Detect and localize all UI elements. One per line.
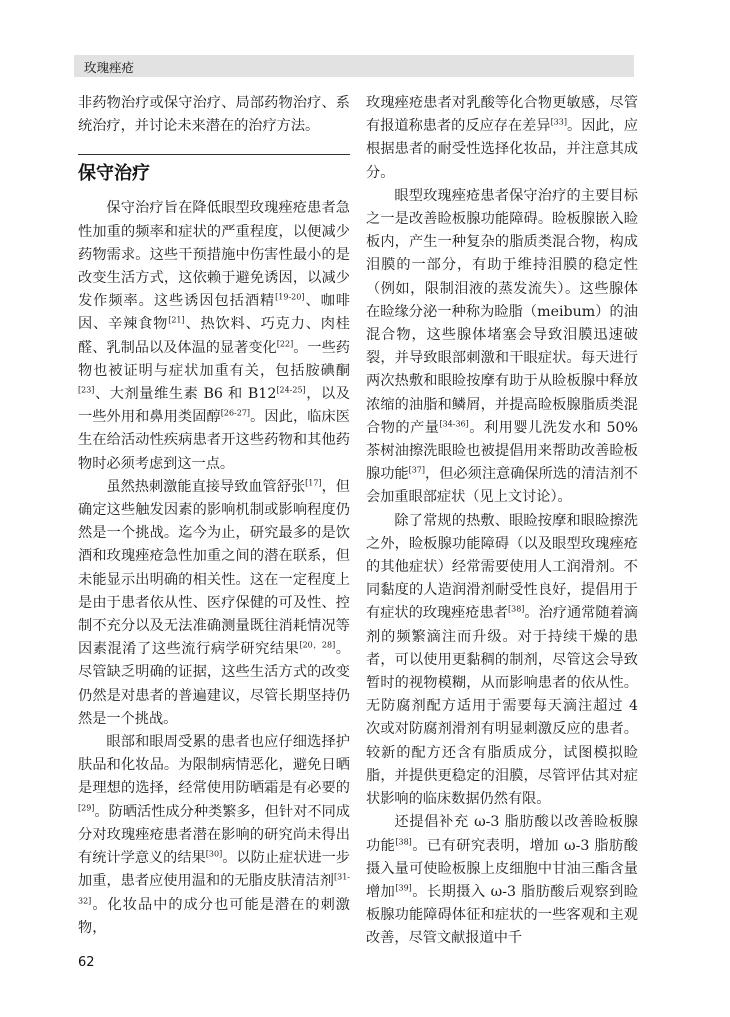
citation: [34-36] xyxy=(439,419,469,429)
citation: [38] xyxy=(507,604,525,614)
intro-paragraph: 非药物治疗或保守治疗、局部药物治疗、系统治疗，并讨论未来潜在的治疗方法。 xyxy=(78,95,350,135)
right-column xyxy=(366,92,638,951)
paragraph-lubricants xyxy=(366,510,638,812)
text-run: 。长期摄入 ω-3 脂肪酸后观察到睑板腺功能障碍体征和症状的一些客观和主观改善，尽管文献报道中千 xyxy=(366,883,638,947)
text-run: 还提倡补充 ω-3 脂肪酸以改善睑板腺功能 xyxy=(366,814,638,854)
paragraph-heat-stimulus xyxy=(78,476,350,731)
citation: [37] xyxy=(408,465,426,475)
text-run: 。因此，应根据患者的耐受性选择化妆品，并注意其成分。 xyxy=(366,118,638,181)
citation: [22] xyxy=(276,338,294,348)
paragraph-continued xyxy=(366,92,638,185)
citation: [29] xyxy=(78,802,95,812)
text-run: 虽然热刺激能直接导致血管舒张 xyxy=(106,478,306,495)
citation: [33] xyxy=(550,117,567,127)
text-run: 保守治疗旨在降低眼型玫瑰痤疮患者急性加重的频率和症状的严重程度，以便减少药物需求。这些干预措施中伤害性最小的是改变生活方式，这依赖于避免诱因，以减少发作频率。这些诱因包括酒精 xyxy=(78,200,350,310)
citation: [31-32] xyxy=(78,872,350,905)
citation: [26-27] xyxy=(220,408,251,418)
text-run: 。尽管缺乏明确的证据，这些生活方式的改变仍然是对患者的普遍建议，尽管长期坚持仍然是一个挑战。 xyxy=(78,641,350,727)
running-header-title: 玫瑰痤疮 xyxy=(84,60,135,75)
text-run: 玫瑰痤疮患者对乳酸等化合物更敏感，尽管有报道称患者的反应存在差异 xyxy=(366,95,638,135)
citation: [38] xyxy=(395,836,412,846)
text-run: 。化妆品中的成分也可能是潜在的刺激物， xyxy=(78,896,350,936)
text-run: 。以防止症状进一步加重，患者应使用温和的无脂皮肤清洁剂 xyxy=(78,850,350,890)
text-run: 。利用婴儿洗发水和 50% 茶树油擦洗眼睑也被提倡用来帮助改善睑板腺功能 xyxy=(366,419,638,483)
text-run: 、大剂量维生素 B6 和 B12 xyxy=(94,386,277,403)
citation: [39] xyxy=(395,883,412,893)
citation: [21] xyxy=(168,315,185,325)
text-run: ，但确定这些触发因素的影响机制或影响程度仍然是一个挑战。迄今为止，研究最多的是饮酒和玫瑰痤疮急性加重之间的潜在联系，但未能显示出明确的相关性。这在一定程度上是由于患者依从性、医疗保健的可及性、控制不充分以及无法准确测量既往消耗情况等因素混淆了这些流行病学研究结果 xyxy=(78,478,350,658)
paragraph-skincare xyxy=(78,731,350,940)
text-run: ，以及一些外用和鼻用类固醇 xyxy=(78,386,350,426)
text-run: 、咖啡因、辛辣食物 xyxy=(78,293,350,333)
citation: [23] xyxy=(78,385,95,395)
text-run: 眼型玫瑰痤疮患者保守治疗的主要目标之一是改善睑板腺功能障碍。睑板腺嵌入睑板内，产生一种复杂的脂质类混合物，构成泪膜的一部分，有助于维持泪膜的稳定性（例如，限制泪液的蒸发流失）。这些腺体在睑缘分泌一种称为睑脂（meibum）的油混合物，这些腺体堵塞会导致泪膜迅速破裂，并导致眼部刺激和干眼症状。每天进行两次热敷和眼睑按摩有助于从睑板腺中释放浓缩的油脂和鳞屑，并提高睑板腺脂质类混合物的产量 xyxy=(366,187,638,436)
citation: [20，28] xyxy=(299,640,336,650)
text-run: 。已有研究表明，增加 ω-3 脂肪酸摄入量可使睑板腺上皮细胞中甘油三酯含量增加 xyxy=(366,837,638,900)
citation: [19-20] xyxy=(275,292,305,302)
citation: [30] xyxy=(205,849,223,859)
text-run: 。防晒活性成分种类繁多，但针对不同成分对玫瑰痤疮患者潜在影响的研究尚未得出有统计学意义的结果 xyxy=(78,803,350,867)
text-run: 。一些药物也被证明与症状加重有关，包括胺碘酮 xyxy=(78,339,350,379)
running-header xyxy=(74,55,634,77)
paragraph-omega3 xyxy=(366,811,638,950)
text-run: 眼部和眼周受累的患者也应仔细选择护肤品和化妆品。为限制病情恶化，避免日晒是理想的选择，经常使用防晒霜是有必要的 xyxy=(78,734,350,797)
left-column xyxy=(78,92,350,940)
text-run: 除了常规的热敷、眼睑按摩和眼睑擦洗之外，睑板腺功能障碍（以及眼型玫瑰痤疮的其他症状）经常需要使用人工润滑剂。不同黏度的人造润滑剂耐受性良好，提倡用于有症状的玫瑰痤疮患者 xyxy=(366,512,638,622)
text-run: 。因此，临床医生在给活动性疾病患者开这些药物和其他药物时必须考虑到这一点。 xyxy=(78,409,350,472)
citation: [24-25] xyxy=(276,385,306,395)
text-run: 、热饮料、巧克力、肉桂醛、乳制品以及体温的显著变化 xyxy=(78,316,350,356)
citation: [17] xyxy=(305,478,322,488)
paragraph-conservative-intro xyxy=(78,197,350,475)
text-run: ，但必须注意确保所选的清洁剂不会加重眼部症状（见上文讨论）。 xyxy=(366,466,638,506)
paragraph-meibomian xyxy=(366,185,638,510)
section-rule xyxy=(78,154,350,155)
section-title: 保守治疗 xyxy=(78,163,150,185)
page-number: 62 xyxy=(78,955,95,970)
text-run: 。治疗通常随着滴剂的频繁滴注而升级。对于持续干燥的患者，可以使用更黏稠的制剂，尽管这会导致暂时的视物模糊，从而影响患者的依从性。无防腐剂配方适用于需要每天滴注超过 4 次或对防腐剂滑剂有明显刺激反应的患者。较新的配方还含有脂质成分，试图模拟睑脂，并提供更稳定的泪膜，尽管评估其对症状影响的临床数据仍然有限。 xyxy=(366,605,638,808)
